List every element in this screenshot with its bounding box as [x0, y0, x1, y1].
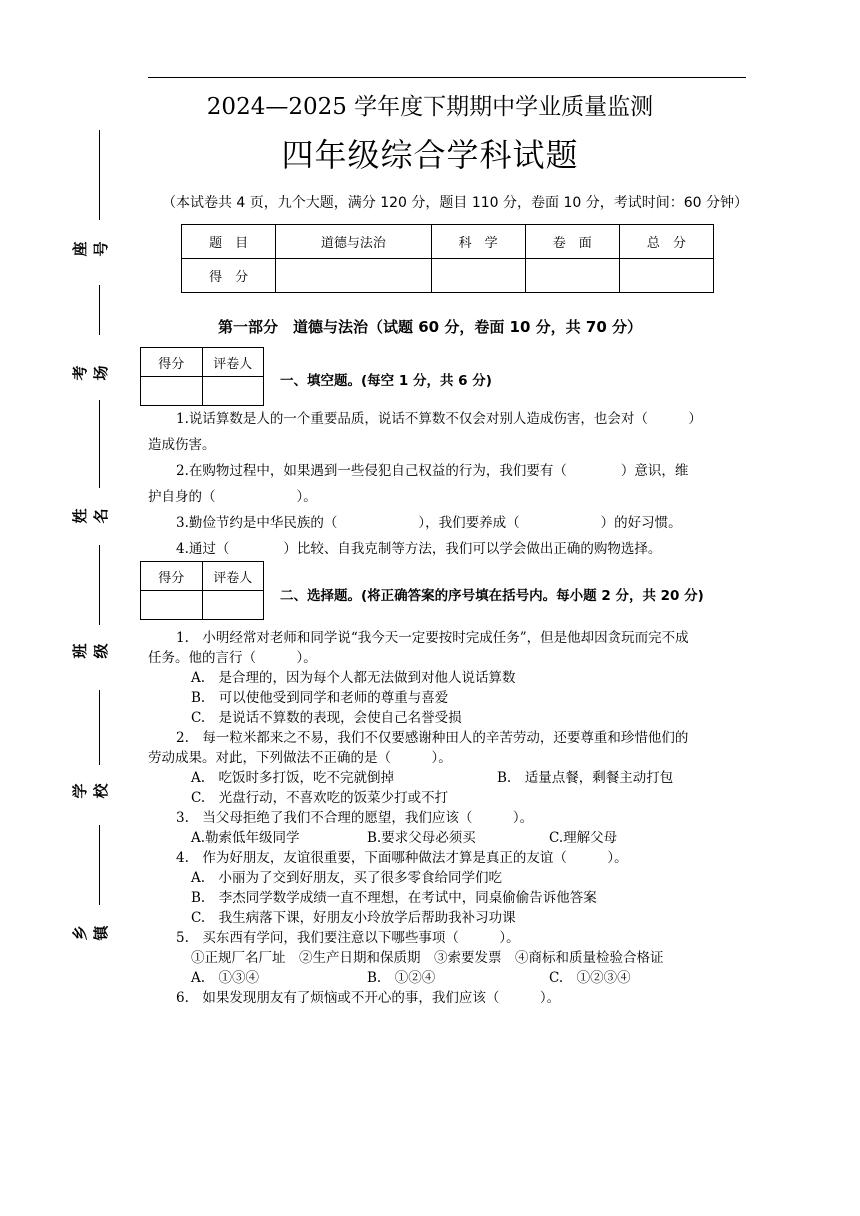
side-label-room: 考场: [71, 365, 110, 381]
side-label-school: 学校: [71, 783, 110, 799]
part1-title: 第一部分 道德与法治（试题 60 分，卷面 10 分，共 70 分）: [218, 318, 642, 336]
score-header-neatness: 卷 面: [525, 225, 619, 259]
score-cell: [431, 259, 525, 293]
exam-title: 2024—2025 学年度下期期中学业质量监测: [206, 94, 654, 120]
score-header-topic: 题 目: [182, 225, 276, 259]
binding-line: [99, 400, 100, 488]
grade-box-score-label: 得分: [141, 562, 203, 591]
score-table: [181, 224, 714, 293]
side-label-name: 姓名: [71, 508, 110, 524]
question-line: 4.通过（ ）比较、自我克制等方法，我们可以学会做出正确的购物选择。: [176, 541, 662, 557]
side-label-seat: 座号: [71, 241, 110, 257]
side-label-class: 班级: [71, 643, 110, 659]
score-header-morality: 道德与法治: [276, 225, 431, 259]
grade-box-cell: [202, 377, 264, 406]
question-line: 3. 当父母拒绝了我们不合理的愿望，我们应该（ ）。: [176, 810, 534, 826]
header-rule: [148, 77, 746, 78]
option-line: A. 是合理的，因为每个人都无法做到对他人说话算数: [191, 670, 516, 686]
option-line: B. 适量点餐，剩餐主动打包: [497, 770, 674, 786]
grade-box-grader-label: 评卷人: [202, 348, 264, 377]
grade-box-cell: [202, 591, 264, 620]
option-line: C. 光盘行动，不喜欢吃的饭菜少打或不打: [191, 790, 449, 806]
section2-title: 二、选择题。(将正确答案的序号填在括号内。每小题 2 分，共 20 分): [280, 588, 704, 604]
grade-box-cell: [141, 591, 203, 620]
option-line: B. ①②④: [367, 970, 436, 986]
grade-box-section2: [140, 561, 264, 620]
side-label-town: 乡镇: [71, 925, 110, 941]
option-line: ①正规厂名厂址 ②生产日期和保质期 ③索要发票 ④商标和质量检验合格证: [191, 950, 664, 966]
question-line: 劳动成果。对此，下列做法不正确的是（ ）。: [148, 750, 452, 766]
grade-box-cell: [141, 377, 203, 406]
grade-box-score-label: 得分: [141, 348, 203, 377]
option-line: A.勒索低年级同学: [191, 830, 300, 846]
score-header-total: 总 分: [619, 225, 713, 259]
score-cell: [276, 259, 431, 293]
grade-box-grader-label: 评卷人: [202, 562, 264, 591]
question-line: 1. 小明经常对老师和同学说“我今天一定要按时完成任务”，但是他却因贪玩而完不成: [176, 630, 689, 646]
option-line: A. ①③④: [191, 970, 260, 986]
option-line: B. 李杰同学数学成绩一直不理想，在考试中，同桌偷偷告诉他答案: [191, 890, 597, 906]
exam-note: （本试卷共 4 页，九个大题，满分 120 分，题目 110 分，卷面 10 分，考试时间：60 分钟）: [161, 195, 749, 211]
question-line: 任务。他的言行（ ）。: [148, 650, 317, 666]
option-line: C. 我生病落下课，好朋友小玲放学后帮助我补习功课: [191, 910, 516, 926]
question-line: 护自身的（ ）。: [148, 489, 317, 505]
question-line: 3.勤俭节约是中华民族的（ ），我们要养成（ ）的好习惯。: [176, 515, 682, 531]
option-line: B.要求父母必须买: [367, 830, 476, 846]
grade-box-section1: [140, 347, 264, 406]
binding-line: [99, 130, 100, 220]
binding-line: [99, 545, 100, 625]
question-line: 4. 作为好朋友，友谊很重要，下面哪种做法才算是真正的友谊（ ）。: [176, 850, 628, 866]
score-row-label: 得 分: [182, 259, 276, 293]
question-line: 2. 每一粒米都来之不易，我们不仅要感谢种田人的辛苦劳动，还要尊重和珍惜他们的: [176, 730, 689, 746]
question-line: 5. 买东西有学问，我们要注意以下哪些事项（ ）。: [176, 930, 520, 946]
binding-line: [99, 690, 100, 765]
question-line: 6. 如果发现朋友有了烦恼或不开心的事，我们应该（ ）。: [176, 990, 561, 1006]
option-line: B. 可以使他受到同学和老师的尊重与喜爱: [191, 690, 449, 706]
binding-line: [99, 825, 100, 905]
section1-title: 一、填空题。(每空 1 分，共 6 分): [280, 373, 492, 389]
option-line: A. 吃饭时多打饭，吃不完就倒掉: [191, 770, 395, 786]
score-cell: [619, 259, 713, 293]
question-line: 1.说话算数是人的一个重要品质，说话不算数不仅会对别人造成伤害，也会对（ ）: [176, 411, 702, 427]
score-cell: [525, 259, 619, 293]
option-line: C. 是说话不算数的表现，会使自己名誉受损: [191, 710, 462, 726]
question-line: 造成伤害。: [148, 437, 216, 453]
option-line: C. ①②③④: [549, 970, 631, 986]
option-line: C.理解父母: [549, 830, 618, 846]
option-line: A. 小丽为了交到好朋友，买了很多零食给同学们吃: [191, 870, 503, 886]
subject-title: 四年级综合学科试题: [281, 136, 579, 174]
question-line: 2.在购物过程中，如果遇到一些侵犯自己权益的行为，我们要有（ ）意识，维: [176, 463, 689, 479]
score-header-science: 科 学: [431, 225, 525, 259]
